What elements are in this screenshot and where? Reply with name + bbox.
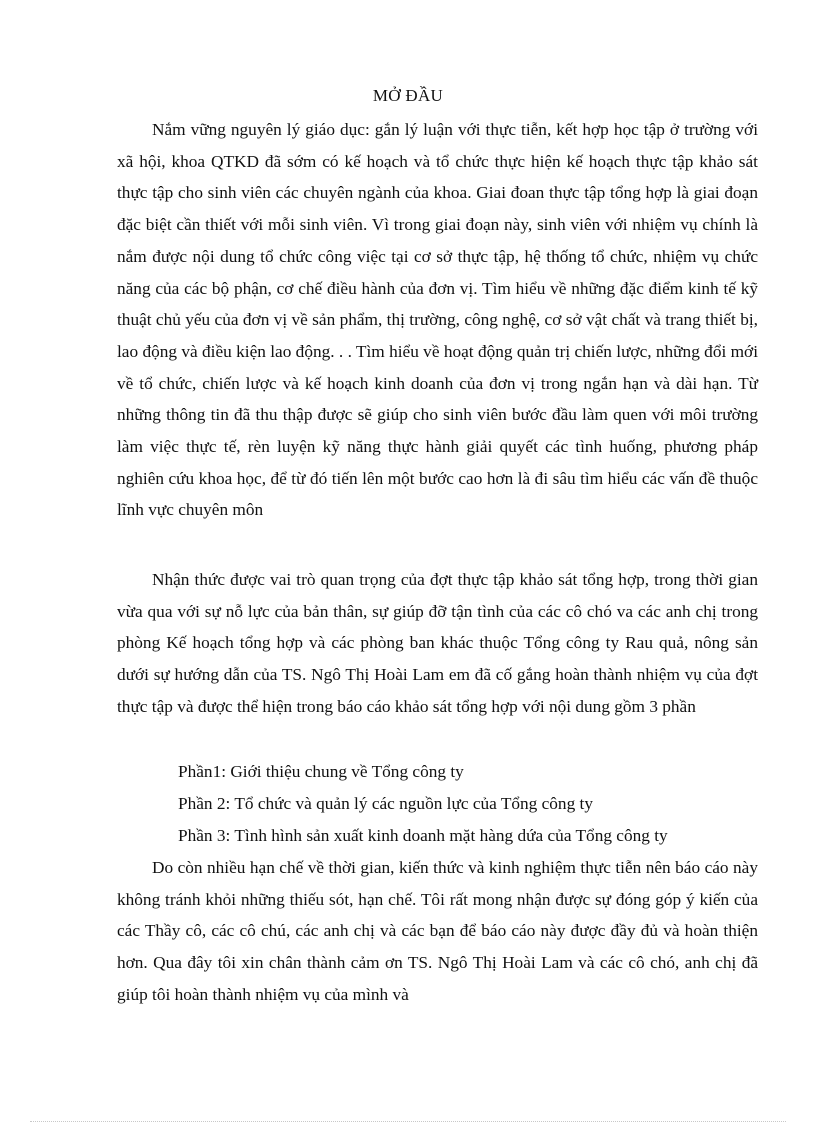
acknowledgement-paragraph: Nhận thức được vai trò quan trọng của đợt thực tập khảo sát tổng hợp, trong thời gian vừa qua với sự nỗ lực của bản thân, sự giúp đỡ tận tình của các cô chó va các anh chị trong phòng Kế hoạch tổng hợp và các phòng ban khác thuộc Tổng công ty Rau quả, nông sản dưới sự hướng dẫn của TS. Ngô Thị Hoài Lam em đã cố gắng hoàn thành nhiệm vụ của đợt thực tập và được thể hiện trong báo cáo khảo sát tổng hợp với nội dung gồm 3 phần (117, 570, 758, 716)
page-title: MỞ ĐẦU (372, 86, 444, 105)
page-bottom-divider (30, 1121, 786, 1122)
part-2-item: Phần 2: Tổ chức và quản lý các nguồn lực của Tổng công ty (178, 794, 593, 813)
part-3-item: Phần 3: Tình hình sản xuất kinh doanh mặt hàng dứa của Tổng công ty (178, 826, 668, 845)
closing-paragraph: Do còn nhiều hạn chế về thời gian, kiến thức và kinh nghiệm thực tiễn nên báo cáo này không tránh khỏi những thiếu sót, hạn chế. Tôi rất mong nhận được sự đóng góp ý kiến của các Thầy cô, các cô chú, các anh chị và các bạn để báo cáo này được đầy đủ và hoàn thiện hơn. Qua đây tôi xin chân thành cảm ơn TS. Ngô Thị Hoài Lam và các cô chó, anh chị đã giúp tôi hoàn thành nhiệm vụ của mình và (117, 858, 758, 1004)
part-1-item: Phần1: Giới thiệu chung về Tổng công ty (178, 762, 464, 781)
intro-paragraph: Nắm vững nguyên lý giáo dục: gắn lý luận với thực tiễn, kết hợp học tập ở trường với xã hội, khoa QTKD đã sớm có kế hoạch và tổ chức thực hiện kế hoạch thực tập khảo sát thực tập cho sinh viên các chuyên ngành của khoa. Giai đoan thực tập tổng hợp là giai đoạn đặc biệt cần thiết với mỗi sinh viên. Vì trong giai đoạn này, sinh viên với nhiệm vụ chính là nắm được nội dung tổ chức công việc tại cơ sở thực tập, hệ thống tổ chức, nhiệm vụ chức năng của các bộ phận, cơ chế điều hành của đơn vị. Tìm hiểu về những đặc điểm kinh tế kỹ thuật chủ yếu của đơn vị về sản phẩm, thị trường, công nghệ, cơ sở vật chất và trang thiết bị, lao động và điều kiện lao động. . . Tìm hiểu về hoạt động quản trị chiến lược, những đổi mới về tổ chức, chiến lược và kế hoạch kinh doanh của đơn vị trong ngắn hạn và dài hạn. Từ những thông tin đã thu thập được sẽ giúp cho sinh viên bước đầu làm quen với môi trường làm việc thực tế, rèn luyện kỹ năng thực hành giải quyết các tình huống, phương pháp nghiên cứu khoa học, để từ đó tiến lên một bước cao hơn là đi sâu tìm hiểu các vấn đề thuộc lĩnh vực chuyên môn (117, 120, 758, 520)
